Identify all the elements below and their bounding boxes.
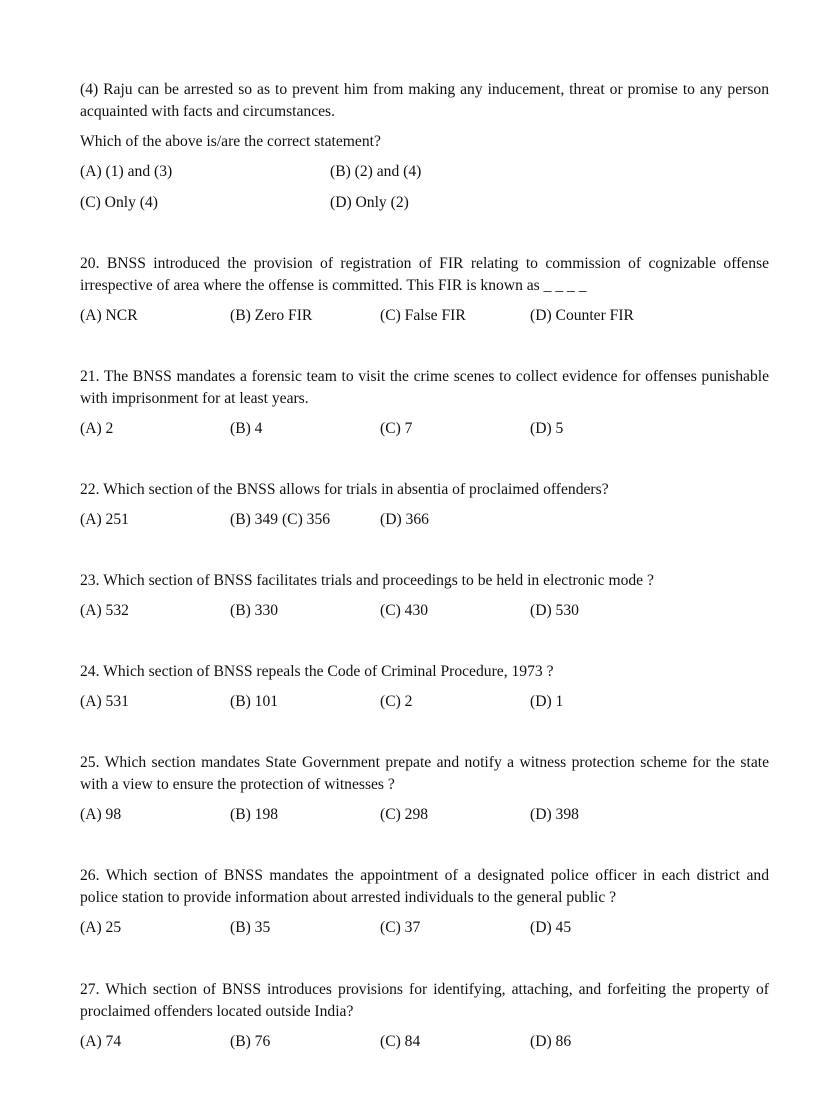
option-a: (A) 74 <box>80 1033 122 1050</box>
option-b: (B) Zero FIR <box>230 307 313 324</box>
option-b: (B) (2) and (4) <box>330 163 422 180</box>
option-b: (B) 35 <box>230 919 271 936</box>
option-d: (D) 530 <box>530 602 579 619</box>
question-text: 26. Which section of BNSS mandates the appointment of a designated police officer in each district and police station to provide information about arrested individuals to the general public ? <box>80 867 769 906</box>
option-c: (C) 2 <box>380 693 413 710</box>
option-a: (A) 532 <box>80 602 129 619</box>
option-a: (A) NCR <box>80 307 138 324</box>
option-d: (D) 366 <box>380 511 429 528</box>
option-a: (A) 98 <box>80 806 122 823</box>
question-text: 21. The BNSS mandates a forensic team to visit the crime scenes to collect evidence for offenses punishable with imprisonment for at least years. <box>80 368 769 407</box>
option-b: (B) 330 <box>230 602 279 619</box>
option-b: (B) 76 <box>230 1033 271 1050</box>
question-text: 25. Which section mandates State Government prepate and notify a witness protection scheme for the state with a view to ensure the protection of witnesses ? <box>80 754 769 793</box>
option-c: (C) 37 <box>380 919 421 936</box>
option-a: (A) 251 <box>80 511 129 528</box>
option-a: (A) (1) and (3) <box>80 163 173 180</box>
option-b: (B) 4 <box>230 420 263 437</box>
option-a: (A) 25 <box>80 919 122 936</box>
option-a: (A) 531 <box>80 693 129 710</box>
option-d: (D) Only (2) <box>330 194 409 211</box>
option-a: (A) 2 <box>80 420 114 437</box>
question-prompt: Which of the above is/are the correct statement? <box>80 133 381 150</box>
option-d: (D) 398 <box>530 806 579 823</box>
statement-4: (4) Raju can be arrested so as to prevent him from making any inducement, threat or promise to any person acquainted with facts and circumstances. <box>80 81 769 120</box>
question-text: 24. Which section of BNSS repeals the Code of Criminal Procedure, 1973 ? <box>80 663 554 680</box>
question-text: 22. Which section of the BNSS allows for trials in absentia of proclaimed offenders? <box>80 481 609 498</box>
option-c: (C) Only (4) <box>80 194 158 211</box>
question-text: 20. BNSS introduced the provision of registration of FIR relating to commission of cognizable offense irrespective of area where the offense is committed. This FIR is known as _ _ _ _ <box>80 255 769 294</box>
question-text: 27. Which section of BNSS introduces provisions for identifying, attaching, and forfeiting the property of proclaimed offenders located outside India? <box>80 981 769 1020</box>
option-d: (D) 5 <box>530 420 564 437</box>
option-b: (B) 198 <box>230 806 279 823</box>
option-d: (D) 1 <box>530 693 564 710</box>
option-c: (C) False FIR <box>380 307 466 324</box>
option-b-c: (B) 349 (C) 356 <box>230 511 331 528</box>
option-b: (B) 101 <box>230 693 279 710</box>
option-d: (D) 86 <box>530 1033 572 1050</box>
option-c: (C) 84 <box>380 1033 421 1050</box>
question-text: 23. Which section of BNSS facilitates trials and proceedings to be held in electronic mode ? <box>80 572 654 589</box>
option-c: (C) 298 <box>380 806 429 823</box>
option-d: (D) 45 <box>530 919 572 936</box>
option-c: (C) 430 <box>380 602 429 619</box>
option-c: (C) 7 <box>380 420 413 437</box>
option-d: (D) Counter FIR <box>530 307 634 324</box>
